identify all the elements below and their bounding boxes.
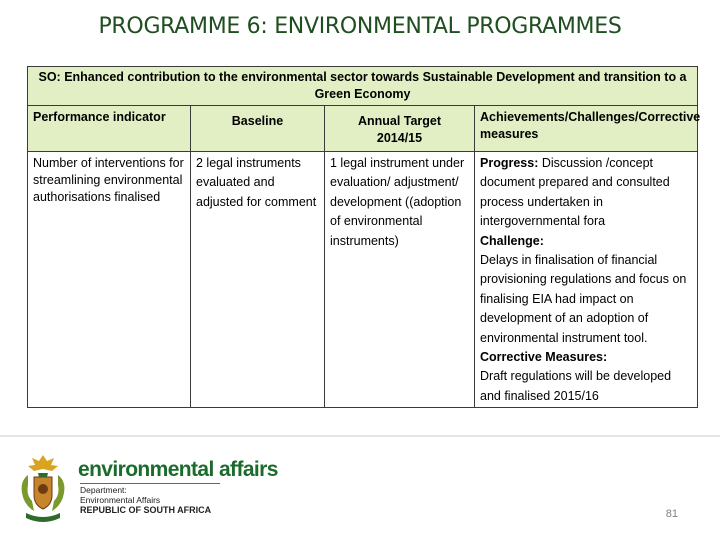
corrective-text: Draft regulations will be developed and finalised 2015/16 [480,369,672,403]
progress-label: Progress: [480,156,539,170]
header-performance-indicator: Performance indicator [28,106,191,152]
department-block [80,485,211,515]
brand-name: environmental affairs [78,458,278,481]
cell-target: 1 legal instrument under evaluation/ adjustment/ development ((adoption of environmental instruments) [325,152,475,408]
header-annual-target-year: 2014/15 [376,131,423,145]
footer-divider [0,435,720,437]
department-name: Environmental Affairs [80,495,161,505]
header-achievements: Achievements/Challenges/Corrective measures [475,106,698,152]
header-row [28,106,698,152]
header-annual-target [325,106,475,152]
header-baseline [191,106,325,152]
challenge-text: Delays in finalisation of financial provisioning regulations and focus on finalising EIA had impact on development of an adoption of environmental instrument tool. [480,253,687,345]
slide-title: PROGRAMME 6: ENVIRONMENTAL PROGRAMMES [98,14,622,39]
header-annual-target-label: Annual Target [357,114,442,128]
table-row [28,152,698,408]
strategic-objective: SO: Enhanced contribution to the environmental sector towards Sustainable Development and transition to a Green Economy [28,67,698,106]
cell-achievements [475,152,698,408]
country-name: REPUBLIC OF SOUTH AFRICA [80,505,212,515]
programme-table [27,66,701,408]
cell-baseline: 2 legal instruments evaluated and adjusted for comment [191,152,325,408]
header-baseline-label: Baseline [231,114,284,128]
progress-text: Discussion /concept document prepared and consulted process undertaken in intergovernmental fora [480,156,670,229]
strategic-objective-row [28,67,698,106]
page-number: 81 [665,508,678,520]
brand-divider [80,483,220,484]
coat-of-arms-icon [14,451,72,527]
cell-indicator: Number of interventions for streamlining environmental authorisations finalised [28,152,191,408]
challenge-label: Challenge: [480,233,544,248]
corrective-label: Corrective Measures: [480,350,608,365]
department-label: Department: [80,485,127,495]
